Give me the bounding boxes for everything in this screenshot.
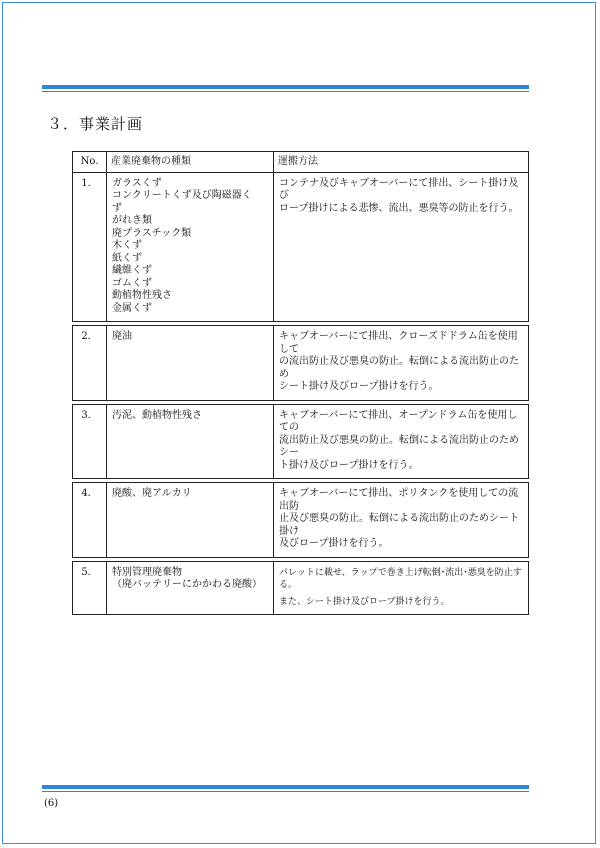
row-number: 2．: [73, 326, 107, 401]
section-title: ３．事業計画: [47, 115, 144, 133]
method-text: の流出防止及び悪臭の防止。転倒による流出防止のため: [279, 356, 519, 380]
method-text: ロープ掛けによる悲惨、流出、悪臭等の防止を行う。: [279, 202, 519, 214]
transport-method-cell: [274, 483, 529, 558]
waste-type: 特別管理廃棄物: [112, 566, 182, 578]
method-text: 流出防止及び悪臭の防止。転倒による流出防止のためシー: [279, 434, 519, 458]
waste-type-cell: [107, 404, 274, 479]
table-row: [73, 561, 529, 615]
header-no: No.: [73, 152, 107, 173]
table-header-row: [73, 152, 529, 173]
transport-method-cell: [274, 561, 529, 615]
table-row: [73, 326, 529, 401]
waste-type: ゴムくず: [112, 277, 152, 289]
waste-type-cell: [107, 483, 274, 558]
waste-type: 動植物性残さ: [112, 290, 172, 301]
waste-type: がれき類: [112, 215, 152, 226]
waste-type: 廃プラスチック類: [112, 227, 192, 239]
method-text: また、シート掛け及びロープ掛けを行う。: [279, 596, 450, 607]
transport-method-cell: [274, 326, 529, 401]
waste-type: 繊維くず: [112, 265, 152, 276]
row-number: 1．: [73, 172, 107, 322]
method-text: コンテナ及びキャブオーバーにて排出、シート掛け及び: [279, 177, 519, 201]
table-row: [73, 404, 529, 479]
transport-plan-table: [72, 151, 529, 615]
waste-type: 廃油: [112, 331, 132, 342]
waste-type: 金属くず: [112, 302, 152, 314]
table-row: [73, 172, 529, 322]
method-text: パレットに載せ、ラップで巻き上げ転倒･流出･悪臭を防止する。: [279, 567, 522, 590]
method-text: 及びロープ掛けを行う。: [279, 538, 389, 549]
waste-type: ガラスくず: [112, 177, 162, 189]
transport-method-cell: [274, 404, 529, 479]
waste-type: 汚泥、動植物性残さ: [112, 409, 202, 421]
method-text: キャブオーバーにて排出、オープンドラム缶を使用しての: [279, 409, 518, 433]
header-waste-type: 産業廃棄物の種類: [107, 152, 274, 173]
page-number: (6): [44, 798, 59, 809]
waste-type: コンクリートくず及び陶磁器く: [112, 190, 252, 201]
footer-rule: [42, 785, 529, 792]
table-row: [73, 483, 529, 558]
waste-type: 木くず: [112, 240, 142, 251]
method-text: ト掛け及びロープ掛けを行う。: [279, 459, 419, 471]
waste-type: （廃バッテリーにかかわる廃酸）: [112, 579, 262, 590]
method-text: シート掛け及びロープ掛けを行う。: [279, 381, 439, 392]
header-transport-method: 運搬方法: [274, 152, 529, 173]
row-number: 4．: [73, 483, 107, 558]
waste-type-cell: [107, 172, 274, 322]
method-text: 止及び悪臭の防止。転倒による流出防止のためシート掛け: [279, 513, 519, 537]
waste-type: ず: [112, 202, 122, 214]
row-number: 5．: [73, 561, 107, 615]
header-rule: [42, 85, 529, 92]
transport-method-cell: [274, 172, 529, 322]
method-text: キャブオーバーにて排出、クローズドドラム缶を使用して: [279, 331, 518, 355]
waste-type-cell: [107, 561, 274, 615]
waste-type-cell: [107, 326, 274, 401]
row-number: 3．: [73, 404, 107, 479]
waste-type: 紙くず: [112, 252, 142, 264]
method-text: キャブオーバーにて排出、ポリタンクを使用しての流出防: [279, 488, 519, 512]
waste-type: 廃酸、廃アルカリ: [112, 488, 192, 499]
